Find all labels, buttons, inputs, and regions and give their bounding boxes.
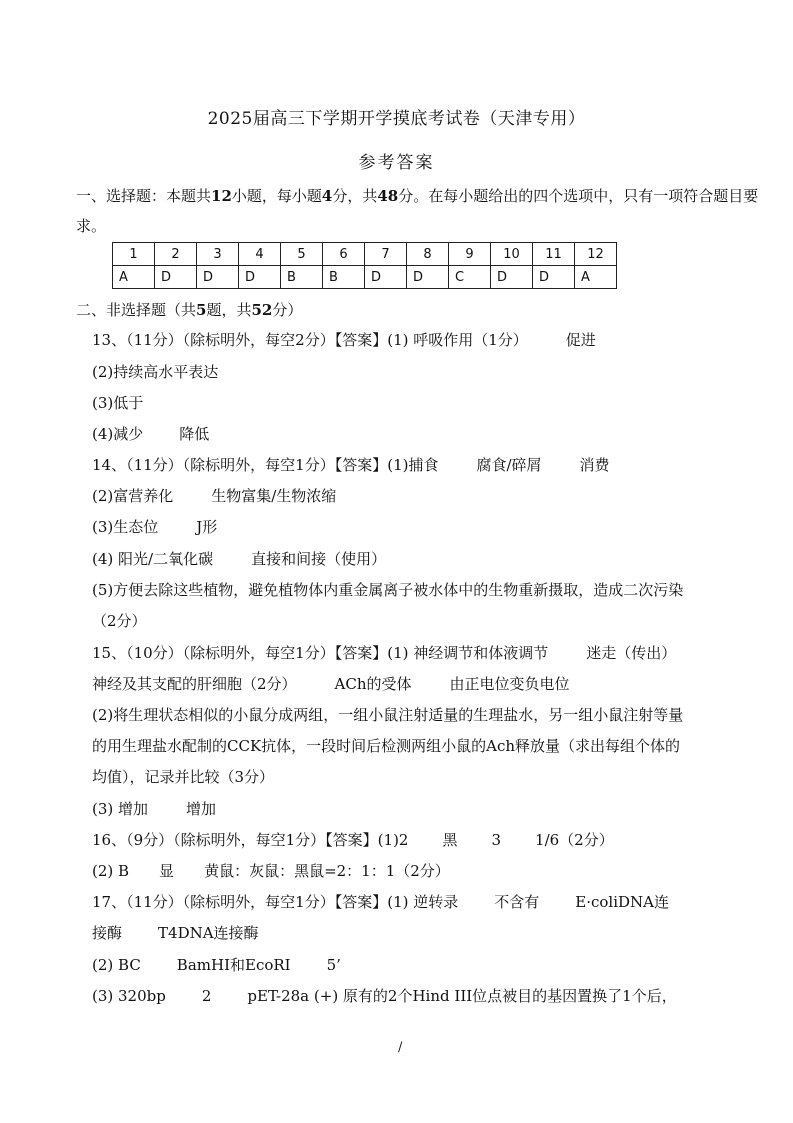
section1-heading-text: 分。在每小题给出的四个选项中，只有一项符合题目要 [398,187,759,205]
q14-line-6: （2分） [92,612,147,630]
answer-cell: D [533,266,575,289]
answer-cell: D [491,266,533,289]
answer-cell: A [113,266,155,289]
question-number-cell: 3 [197,243,239,266]
q17-answer: BamHI和EcoRI [176,956,291,974]
question-number-cell: 1 [113,243,155,266]
answer-cell: D [155,266,197,289]
q17-answer: (3) 320bp [92,987,166,1005]
question-number-cell: 11 [533,243,575,266]
q17-answer: E·coliDNA连 [575,893,669,911]
q14-answer: 腐食/碎屑 [476,456,542,474]
q17-answer: 接酶 [92,924,123,942]
q16-line-1 [92,830,614,850]
q15-answer: 神经及其支配的肝细胞（2分） [92,675,297,693]
q16-answer: 黑 [442,831,458,849]
q16-answer: 3 [491,831,502,849]
answer-cell: D [239,266,281,289]
q14-answer: 生物富集/生物浓缩 [211,487,337,505]
section2-heading-text: 二、非选择题（共 [76,301,197,319]
q15-line-1 [92,643,676,663]
q14-answer: (3)生态位 [92,518,159,536]
answer-cell: D [197,266,239,289]
q15-answer: (3) 增加 [92,800,149,818]
section1-total-score: 48 [377,187,399,205]
q15-line-4: 的用生理盐水配制的CCK抗体，一段时间后检测两组小鼠的Ach释放量（求出每组个体的 [92,737,681,755]
q14-answer: 消费 [579,456,610,474]
q14-line-5: (5)方便去除这些植物，避免植物体内重金属离子被水体中的生物重新摄取，造成二次污染 [92,581,684,599]
section1-per-score: 4 [321,187,333,205]
q16-header: 16、（9分）（除标明外，每空1分）【答案】(1)2 [92,831,409,849]
question-number-cell: 10 [491,243,533,266]
q17-answer: pET-28a (+) 原有的2个Hind III位点被目的基因置换了1个后， [247,987,677,1005]
q13-answer: 促进 [565,331,596,349]
q13-line-3: (3)低于 [92,394,144,412]
q16-answer: 显 [159,862,175,880]
q14-line-2 [92,486,336,506]
answer-table-answer-row [113,266,617,289]
answer-cell: D [365,266,407,289]
section1-heading-text: 小题，每小题 [231,187,322,205]
section1-count: 12 [211,187,232,205]
q17-answer: 2 [201,987,212,1005]
section1-heading-text: 分，共 [332,187,378,205]
q14-answer: 直接和间接（使用） [251,550,387,568]
q17-answer: (2) BC [92,956,141,974]
section2-count: 5 [196,301,207,319]
q13-line-4 [92,424,209,444]
q17-answer: 不含有 [494,893,540,911]
q13-answer: (4)减少 [92,425,144,443]
q17-answer: T4DNA连接酶 [158,924,259,942]
q15-header: 15、（10分）（除标明外，每空1分）【答案】(1) 神经调节和体液调节 [92,644,549,662]
page-footer-mark: / [398,1040,403,1055]
q14-line-1 [92,455,610,475]
q15-answer: ACh的受体 [334,675,412,693]
q15-line-2 [92,674,570,694]
q15-line-5: 均值），记录并比较（3分） [92,768,275,786]
question-number-cell: 8 [407,243,449,266]
answer-cell: C [449,266,491,289]
q15-answer: 由正电位变负电位 [449,675,570,693]
q14-line-3 [92,517,217,537]
page-subtitle: 参考答案 [358,153,435,173]
answer-cell: A [575,266,617,289]
q16-answer: 1/6（2分） [535,831,614,849]
section2-total-score: 52 [251,301,273,319]
question-number-cell: 12 [575,243,617,266]
section2-heading-text: 题，共 [206,301,252,319]
q17-line-4 [92,986,677,1006]
q13-line-2: (2)持续高水平表达 [92,363,219,381]
q15-line-3: (2)将生理状态相似的小鼠分成两组，一组小鼠注射适量的生理盐水，另一组小鼠注射等量 [92,706,684,724]
q16-answer: (2) B [92,862,130,880]
q17-line-2 [92,923,259,943]
q16-line-2 [92,861,450,881]
question-number-cell: 9 [449,243,491,266]
question-number-cell: 2 [155,243,197,266]
answer-cell: B [323,266,365,289]
section1-heading-text: 一、选择题：本题共 [76,187,212,205]
q16-answer: 黄鼠：灰鼠：黑鼠=2：1：1（2分） [204,862,450,880]
q17-line-3 [92,955,341,975]
question-number-cell: 7 [365,243,407,266]
question-number-cell: 4 [239,243,281,266]
q15-answer: 增加 [186,800,217,818]
q14-answer: (2)富营养化 [92,487,174,505]
q17-answer: 5’ [326,956,341,974]
q13-header: 13、（11分）（除标明外，每空2分）【答案】(1) 呼吸作用（1分） [92,331,528,349]
q17-header: 17、（11分）（除标明外，每空1分）【答案】(1) 逆转录 [92,893,459,911]
q17-line-1 [92,892,669,912]
question-number-cell: 6 [323,243,365,266]
section2-heading [76,300,302,320]
q13-answer: 降低 [179,425,210,443]
answer-table [112,242,617,289]
section1-heading-continued: 求。 [76,217,107,235]
question-number-cell: 5 [281,243,323,266]
q13-line-1 [92,330,596,350]
page-title: 2025届高三下学期开学摸底考试卷（天津专用） [207,109,586,129]
q14-line-4 [92,549,386,569]
answer-table-number-row [113,243,617,266]
section1-heading [76,186,758,206]
answer-cell: B [281,266,323,289]
q15-answer: 迷走（传出） [586,644,677,662]
q14-answer: J形 [196,518,218,536]
answer-cell: D [407,266,449,289]
q14-answer: (4) 阳光/二氧化碳 [92,550,214,568]
q14-header: 14、（11分）（除标明外，每空1分）【答案】(1)捕食 [92,456,439,474]
q15-line-6 [92,799,216,819]
section2-heading-text: 分） [272,301,303,319]
